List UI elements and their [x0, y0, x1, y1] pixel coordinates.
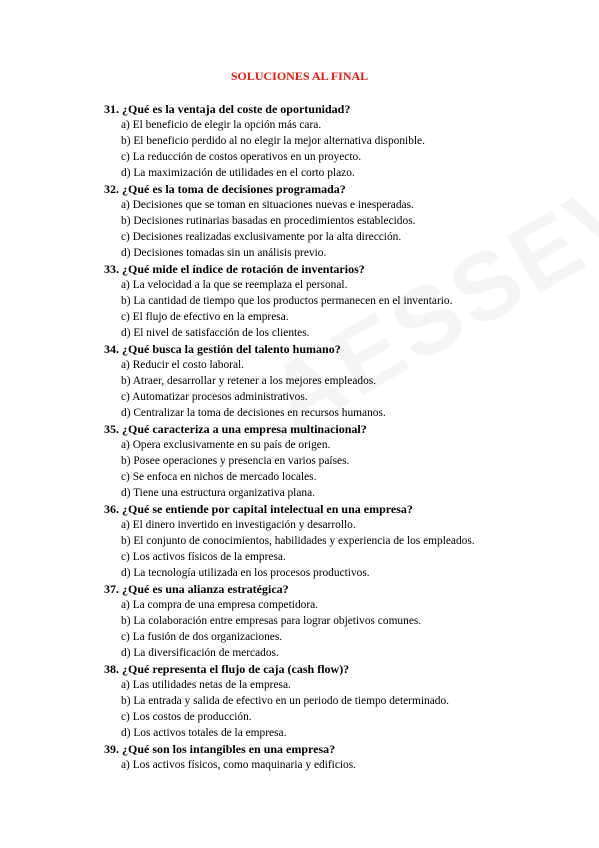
- answer-option: b) Posee operaciones y presencia en varios países.: [121, 455, 350, 467]
- question-heading: [104, 341, 574, 357]
- answer-option: c) Se enfoca en nichos de mercado locales.: [121, 471, 317, 483]
- question-text: ¿Qué es una alianza estratégica?: [122, 582, 289, 596]
- answer-option: d) Los activos totales de la empresa.: [121, 727, 287, 739]
- question-heading: [104, 501, 574, 517]
- answer-option: c) El flujo de efectivo en la empresa.: [121, 311, 289, 323]
- answer-option: d) La tecnología utilizada en los procesos productivos.: [121, 567, 370, 579]
- question-item: [104, 261, 574, 341]
- answer-option: b) El beneficio perdido al no elegir la mejor alternativa disponible.: [121, 135, 425, 147]
- question-text: ¿Qué son los intangibles en una empresa?: [122, 742, 336, 756]
- question-heading: [104, 261, 574, 277]
- question-item: [104, 101, 574, 181]
- answer-option: d) La diversificación de mercados.: [121, 647, 279, 659]
- question-number: 36.: [104, 502, 119, 516]
- question-number: 35.: [104, 422, 119, 436]
- question-number: 31.: [104, 102, 119, 116]
- question-item: [104, 741, 574, 773]
- answer-option: a) Las utilidades netas de la empresa.: [121, 679, 291, 691]
- answer-option: d) Tiene una estructura organizativa plana.: [121, 487, 316, 499]
- answer-option: d) El nivel de satisfacción de los clientes.: [121, 327, 310, 339]
- answer-option: a) Opera exclusivamente en su país de origen.: [121, 439, 331, 451]
- question-text: ¿Qué representa el flujo de caja (cash flow)?: [122, 662, 350, 676]
- answer-option: b) Atraer, desarrollar y retener a los mejores empleados.: [121, 375, 377, 387]
- answer-option: b) La cantidad de tiempo que los productos permanecen en el inventario.: [121, 295, 453, 307]
- question-item: [104, 341, 574, 421]
- answer-option: c) La reducción de costos operativos en un proyecto.: [121, 151, 362, 163]
- question-text: ¿Qué busca la gestión del talento humano?: [122, 342, 341, 356]
- question-number: 33.: [104, 262, 119, 276]
- answer-option: a) La compra de una empresa competidora.: [121, 599, 319, 611]
- question-text: ¿Qué es la toma de decisiones programada?: [122, 182, 346, 196]
- answer-option: a) El beneficio de elegir la opción más cara.: [121, 119, 322, 131]
- question-text: ¿Qué mide el índice de rotación de inventarios?: [122, 262, 365, 276]
- answer-option: b) La entrada y salida de efectivo en un periodo de tiempo determinado.: [121, 695, 449, 707]
- question-heading: [104, 581, 574, 597]
- question-list: [104, 101, 574, 773]
- question-item: [104, 421, 574, 501]
- question-heading: [104, 741, 574, 757]
- question-item: [104, 181, 574, 261]
- answer-option: b) Decisiones rutinarias basadas en procedimientos establecidos.: [121, 215, 416, 227]
- answer-option: a) Decisiones que se toman en situaciones nuevas e inesperadas.: [121, 199, 414, 211]
- question-number: 38.: [104, 662, 119, 676]
- answer-option: a) El dinero invertido en investigación y desarrollo.: [121, 519, 356, 531]
- answer-option: c) Los costos de producción.: [121, 711, 252, 723]
- question-number: 39.: [104, 742, 119, 756]
- question-text: ¿Qué es la ventaja del coste de oportunidad?: [122, 102, 351, 116]
- question-number: 37.: [104, 582, 119, 596]
- answer-option: c) Decisiones realizadas exclusivamente por la alta dirección.: [121, 231, 402, 243]
- question-item: [104, 661, 574, 741]
- answer-option: b) La colaboración entre empresas para lograr objetivos comunes.: [121, 615, 422, 627]
- question-heading: [104, 101, 574, 117]
- question-heading: [104, 421, 574, 437]
- answer-option: a) La velocidad a la que se reemplaza el personal.: [121, 279, 348, 291]
- answer-option: d) La maximización de utilidades en el corto plazo.: [121, 167, 355, 179]
- question-item: [104, 501, 574, 581]
- question-heading: [104, 181, 574, 197]
- answer-option: a) Los activos físicos, como maquinaria y edificios.: [121, 759, 357, 771]
- question-number: 32.: [104, 182, 119, 196]
- answer-option: c) Los activos físicos de la empresa.: [121, 551, 286, 563]
- answer-option: a) Reducir el costo laboral.: [121, 359, 245, 371]
- question-number: 34.: [104, 342, 119, 356]
- answer-option: c) La fusión de dos organizaciones.: [121, 631, 283, 643]
- question-item: [104, 581, 574, 661]
- answer-option: d) Decisiones tomadas sin un análisis previo.: [121, 247, 327, 259]
- question-text: ¿Qué caracteriza a una empresa multinacional?: [122, 422, 367, 436]
- page-title: SOLUCIONES AL FINAL: [230, 69, 369, 83]
- question-heading: [104, 661, 574, 677]
- question-text: ¿Qué se entiende por capital intelectual en una empresa?: [122, 502, 413, 516]
- answer-option: c) Automatizar procesos administrativos.: [121, 391, 308, 403]
- answer-option: b) El conjunto de conocimientos, habilidades y experiencia de los empleados.: [121, 535, 475, 547]
- answer-option: d) Centralizar la toma de decisiones en recursos humanos.: [121, 407, 386, 419]
